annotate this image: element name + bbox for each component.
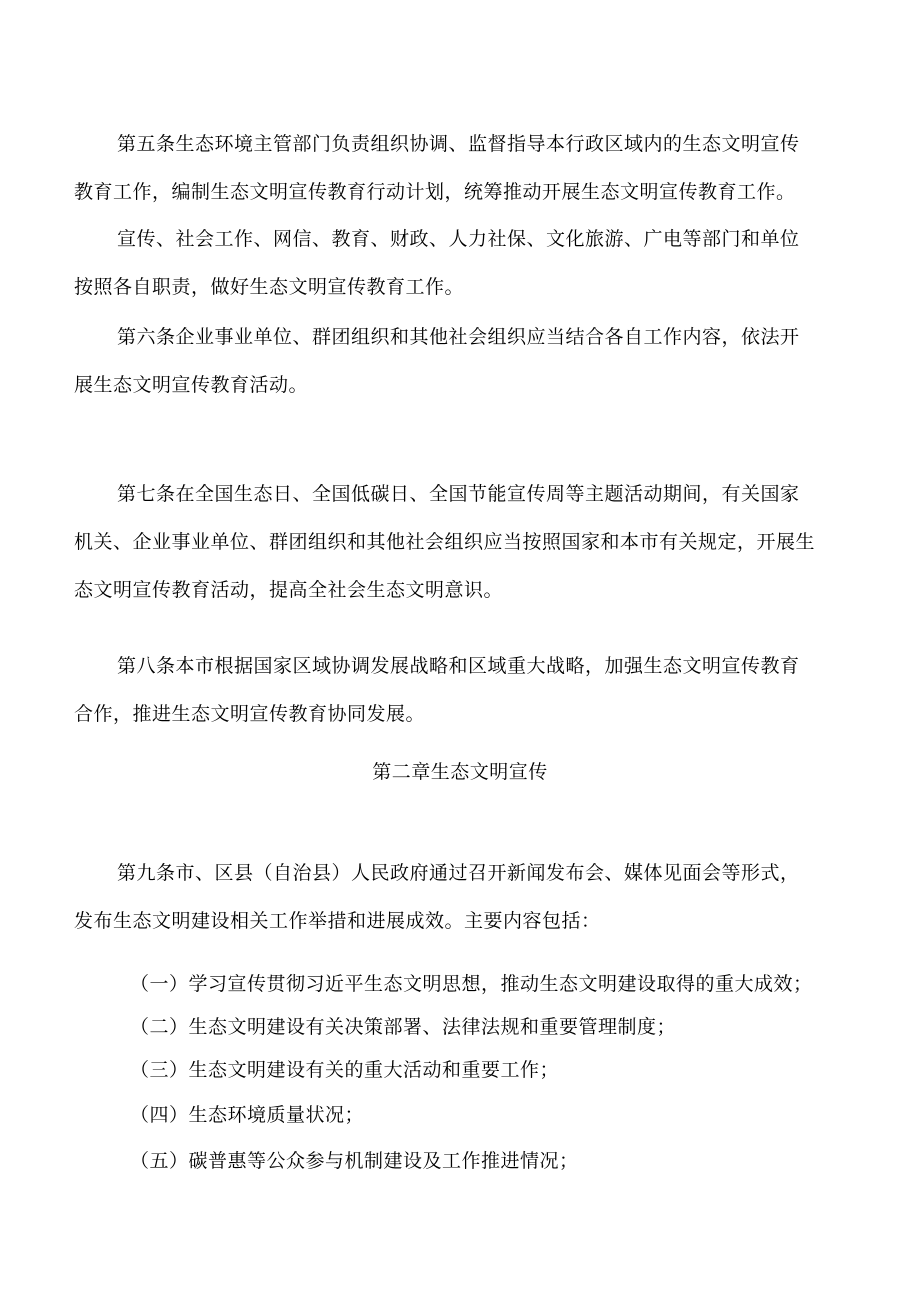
article-5-paragraph-2 — [74, 215, 825, 311]
article-9-line-2: 发布生态文明建设相关工作举措和进展成效。主要内容包括： — [74, 910, 601, 932]
article-7-line-2: 机关、企业事业单位、群团组织和其他社会组织应当按照国家和本市有关规定，开展生 — [74, 531, 816, 553]
article-6-line-1: 第六条企业事业单位、群团组织和其他社会组织应当结合各自工作内容，依法开 — [117, 326, 800, 348]
chapter-heading: 第二章生态文明宣传 — [372, 761, 548, 783]
article-8-line-2: 合作，推进生态文明宣传教育协同发展。 — [74, 703, 426, 725]
list-item-4: （四）生态环境质量状况； — [130, 1104, 365, 1126]
article-6-line-2: 展生态文明宣传教育活动。 — [74, 374, 309, 396]
article-5-paragraph-2-line-2: 按照各自职责，做好生态文明宣传教育工作。 — [74, 276, 465, 298]
list-item-3: （三）生态文明建设有关的重大活动和重要工作； — [130, 1059, 560, 1081]
article-5-line-2: 教育工作，编制生态文明宣传教育行动计划，统筹推动开展生态文明宣传教育工作。 — [74, 181, 796, 203]
article-7-line-1: 第七条在全国生态日、全国低碳日、全国节能宣传周等主题活动期间，有关国家 — [117, 483, 800, 505]
article-9-line-1: 第九条市、区县（自治县）人民政府通过召开新闻发布会、媒体见面会等形式， — [117, 862, 800, 884]
list-item-1: （一）学习宣传贯彻习近平生态文明思想，推动生态文明建设取得的重大成效； — [130, 973, 813, 995]
article-8 — [74, 642, 825, 738]
article-7 — [74, 470, 825, 614]
article-5-paragraph-2-line-1: 宣传、社会工作、网信、教育、财政、人力社保、文化旅游、广电等部门和单位 — [117, 228, 800, 250]
article-8-line-1: 第八条本市根据国家区域协调发展战略和区域重大战略，加强生态文明宣传教育 — [117, 655, 800, 677]
article-9 — [74, 849, 825, 945]
article-5-line-1: 第五条生态环境主管部门负责组织协调、监督指导本行政区域内的生态文明宣传 — [117, 133, 800, 155]
list-item-2: （二）生态文明建设有关决策部署、法律法规和重要管理制度； — [130, 1016, 677, 1038]
article-6 — [74, 313, 825, 409]
list-item-5: （五）碳普惠等公众参与机制建设及工作推进情况； — [130, 1150, 579, 1172]
article-5 — [74, 120, 825, 216]
article-7-line-3: 态文明宣传教育活动，提高全社会生态文明意识。 — [74, 579, 504, 601]
